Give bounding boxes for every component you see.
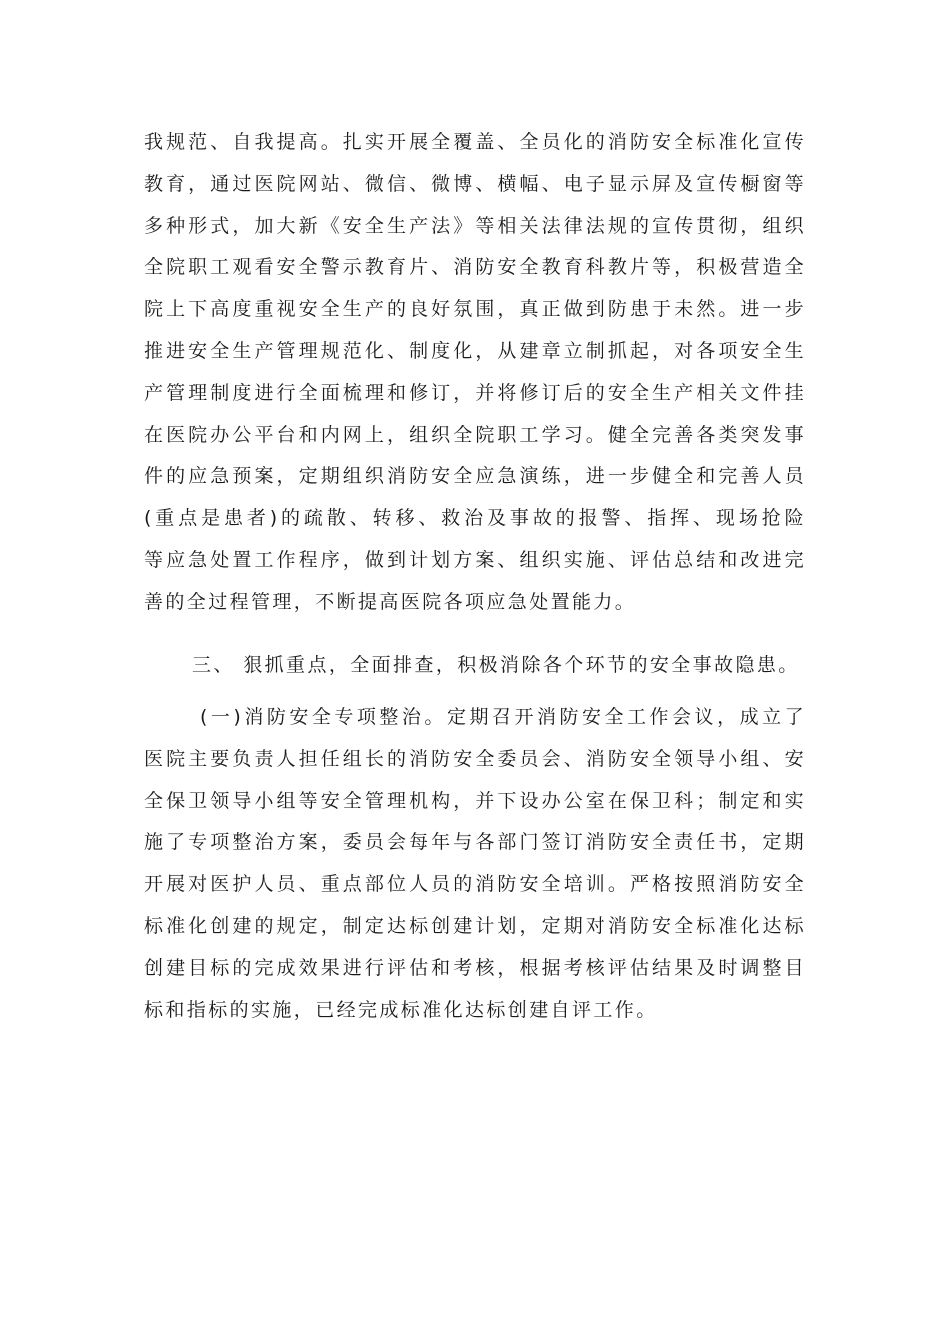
paragraph-line: 院上下高度重视安全生产的良好氛围，真正做到防患于未然。进一步: [144, 298, 806, 321]
paragraph-outreach-and-emergency: [144, 122, 806, 624]
subsection-line: (一)消防安全专项整治。定期召开消防安全工作会议，成立了: [200, 706, 806, 728]
paragraph-line: 件的应急预案，定期组织消防安全应急演练，进一步健全和完善人员: [144, 465, 806, 488]
subsection-line: 标准化创建的规定，制定达标创建计划，定期对消防安全标准化达标: [144, 914, 806, 937]
paragraph-line: 全院职工观看安全警示教育片、消防安全教育科教片等，积极营造全: [144, 256, 806, 279]
subsection-line: 全保卫领导小组等安全管理机构，并下设办公室在保卫科；制定和实: [144, 789, 806, 812]
subsection-line: 开展对医护人员、重点部位人员的消防安全培训。严格按照消防安全: [144, 873, 806, 896]
paragraph-line: 善的全过程管理，不断提高医院各项应急处置能力。: [144, 590, 637, 613]
paragraph-line: 在医院办公平台和内网上，组织全院职工学习。健全完善各类突发事: [144, 423, 806, 446]
section-heading-text: 三、 狠抓重点，全面排查，积极消除各个环节的安全事故隐患。: [192, 654, 800, 676]
paragraph-line: 多种形式，加大新《安全生产法》等相关法律法规的宣传贯彻，组织: [144, 214, 806, 237]
subsection-fire-safety-rectification: [144, 697, 806, 1031]
paragraph-line: (重点是患者)的疏散、转移、救治及事故的报警、指挥、现场抢险: [144, 507, 806, 530]
paragraph-line: 我规范、自我提高。扎实开展全覆盖、全员化的消防安全标准化宣传: [144, 131, 806, 153]
section-heading-3: [144, 645, 806, 687]
subsection-line: 标和指标的实施，已经完成标准化达标创建自评工作。: [144, 998, 658, 1021]
paragraph-line: 产管理制度进行全面梳理和修订，并将修订后的安全生产相关文件挂: [144, 381, 806, 404]
paragraph-line: 教育，通过医院网站、微信、微博、横幅、电子显示屏及宣传橱窗等: [144, 172, 806, 195]
subsection-line: 创建目标的完成效果进行评估和考核，根据考核评估结果及时调整目: [144, 956, 806, 979]
subsection-line: 医院主要负责人担任组长的消防安全委员会、消防安全领导小组、安: [144, 747, 806, 770]
paragraph-line: 推进安全生产管理规范化、制度化，从建章立制抓起，对各项安全生: [144, 339, 806, 362]
subsection-line: 施了专项整治方案，委员会每年与各部门签订消防安全责任书，定期: [144, 831, 806, 854]
paragraph-line: 等应急处置工作程序，做到计划方案、组织实施、评估总结和改进完: [144, 548, 806, 571]
